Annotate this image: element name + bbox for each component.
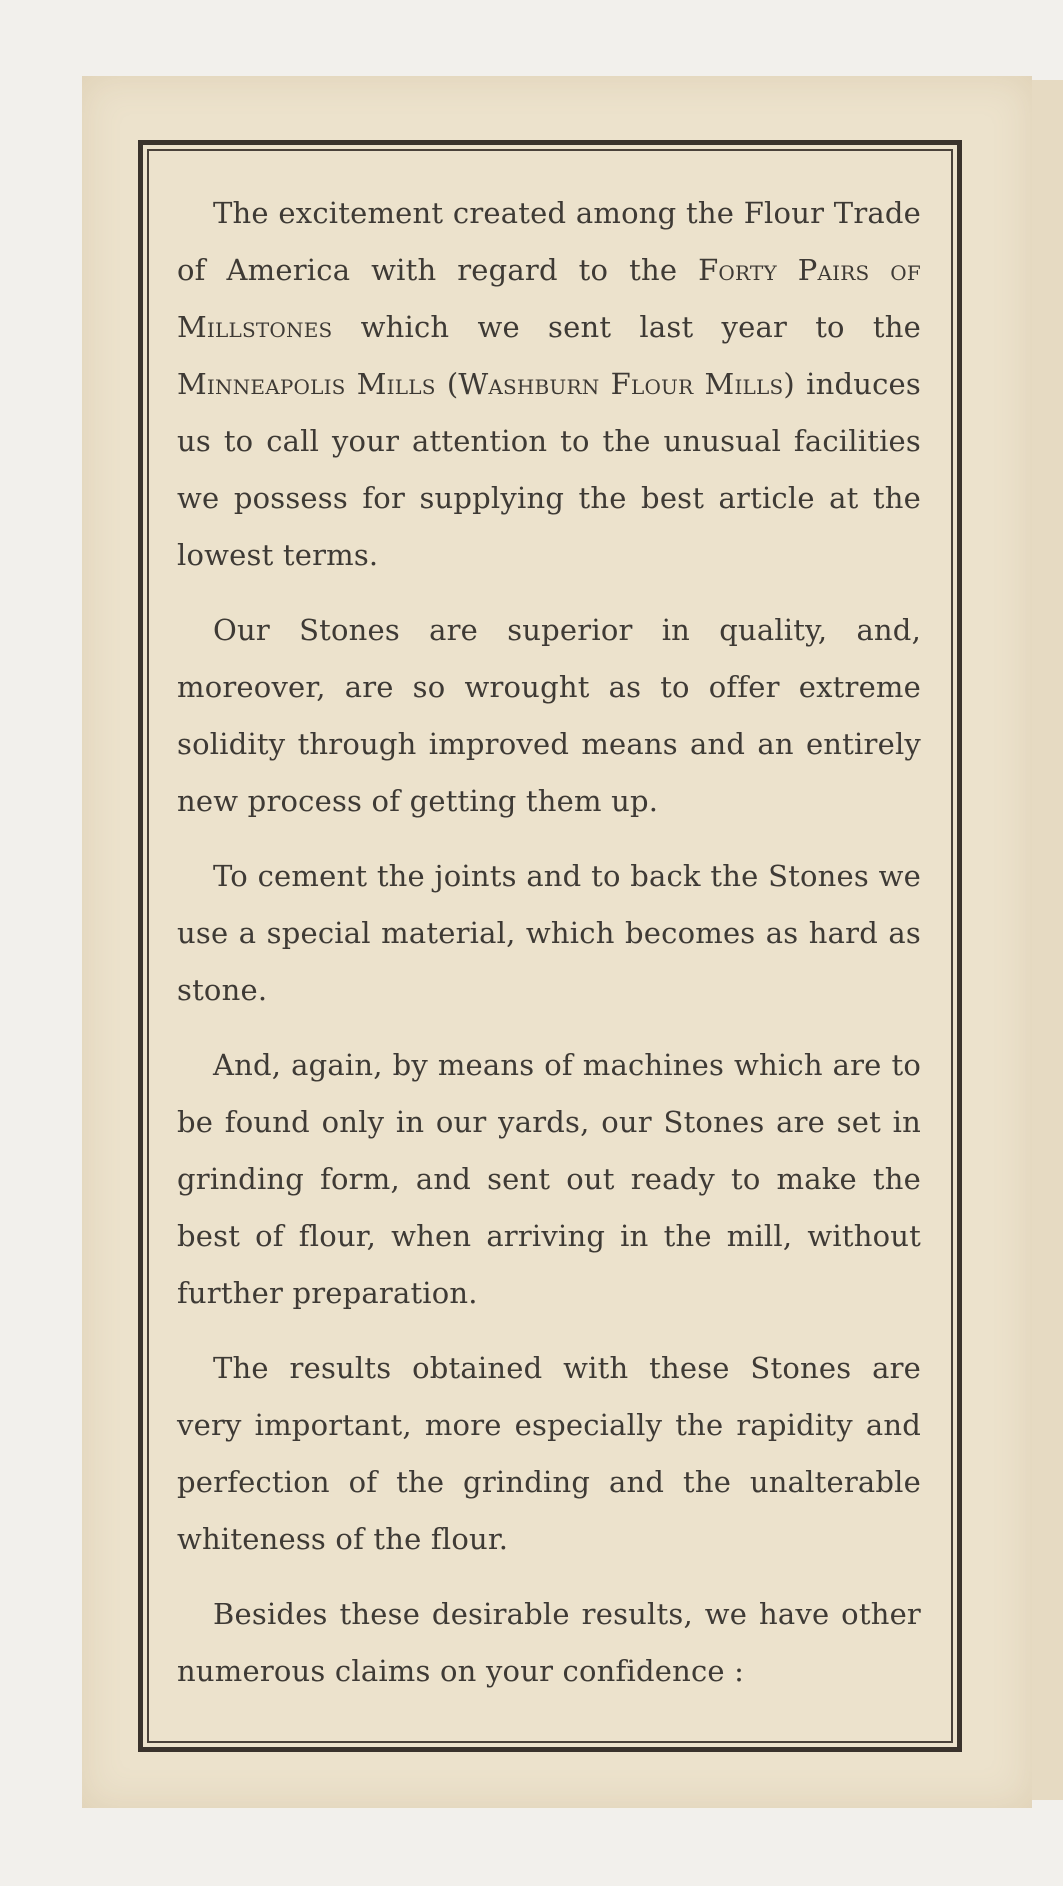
text-run-small-caps: Forty Pairs of Millstones: [177, 253, 921, 344]
paragraph-3: [177, 848, 921, 1019]
paragraph-6: [177, 1586, 921, 1700]
text-run: Our Stones are superior in quality, and, moreover, are so wrought as to offer extreme solidity through improved means and an entirely new process of getting them up.: [177, 613, 921, 818]
text-run: To cement the joints and to back the Stones we use a special material, which becomes as hard as stone.: [177, 859, 921, 1007]
paragraph-2: [177, 602, 921, 830]
text-run: The results obtained with these Stones are very important, more especially the rapidity and perfection of the grinding and the unalterable whiteness of the flour.: [177, 1351, 921, 1556]
text-run: ) induces us to call your attention to the unusual facilities we possess for supplying the best article at the lowest terms.: [177, 367, 921, 572]
text-run: (: [435, 367, 459, 401]
paragraph-1: [177, 185, 921, 584]
text-run: And, again, by means of machines which are to be found only in our yards, our Stones are set in grinding form, and sent out ready to make the best of flour, when arriving in the mill, without further preparation.: [177, 1048, 921, 1310]
text-run: which we sent last year to the: [332, 310, 921, 344]
paragraph-5: [177, 1340, 921, 1568]
text-run: Besides these desirable results, we have other numerous claims on your confidence :: [177, 1597, 921, 1688]
text-run-small-caps: Minneapolis Mills: [177, 367, 436, 401]
text-run-small-caps: Washburn Flour Mills: [458, 367, 784, 401]
text-run: The excitement created among the Flour Trade of America with regard to the: [177, 196, 921, 287]
body-text: [177, 185, 921, 1700]
paragraph-4: [177, 1037, 921, 1322]
